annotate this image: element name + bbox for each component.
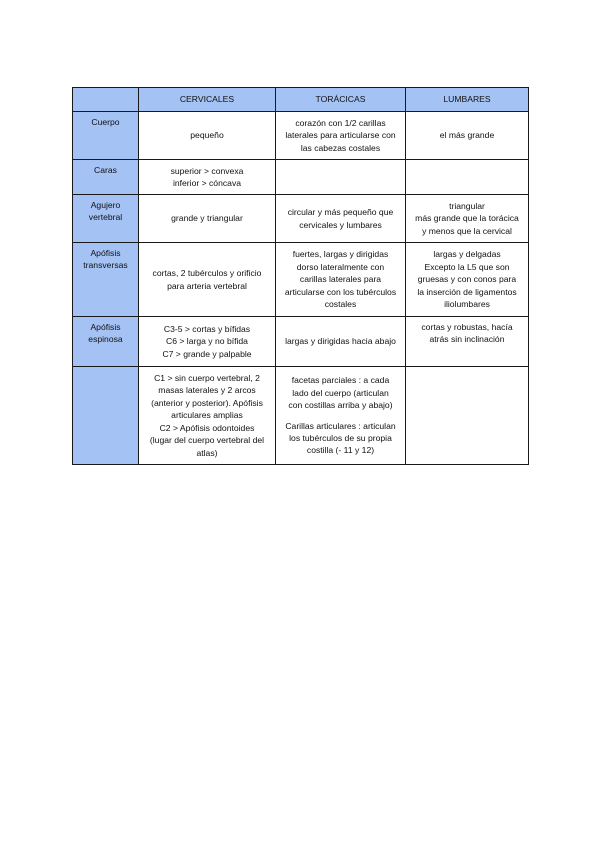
table-row-atipicas <box>73 367 529 465</box>
table-header-row <box>73 88 529 112</box>
cell-caras-lumbares <box>406 160 529 195</box>
row-label-apofisis-transversas: Apófisis transversas <box>73 243 139 317</box>
cell-agujero-lumbares: triangular más grande que la torácica y menos que la cervical <box>406 195 529 243</box>
cell-espinosa-toracicas: largas y dirigidas hacia abajo <box>276 317 406 367</box>
table-row-cuerpo <box>73 112 529 160</box>
row-label-empty <box>73 367 139 465</box>
row-label-cuerpo: Cuerpo <box>73 112 139 160</box>
header-toracicas: TORÁCICAS <box>276 88 406 112</box>
vertebrae-comparison-table <box>72 87 529 465</box>
cell-atipicas-cervicales: C1 > sin cuerpo vertebral, 2 masas laterales y 2 arcos (anterior y posterior). Apófisis articulares amplias C2 > Apófisis odontoides (lugar del cuerpo vertebral del atlas) <box>139 367 276 465</box>
cell-espinosa-cervicales: C3-5 > cortas y bífidas C6 > larga y no bífida C7 > grande y palpable <box>139 317 276 367</box>
table-row-agujero-vertebral <box>73 195 529 243</box>
row-label-agujero-vertebral: Agujero vertebral <box>73 195 139 243</box>
paragraph-gap <box>279 412 402 420</box>
table-row-caras <box>73 160 529 195</box>
cell-transversas-toracicas: fuertes, largas y dirigidas dorso lateralmente con carillas laterales para articularse con los tubérculos costales <box>276 243 406 317</box>
cell-cuerpo-cervicales: pequeño <box>139 112 276 160</box>
row-label-apofisis-espinosa: Apófisis espinosa <box>73 317 139 367</box>
cell-agujero-cervicales: grande y triangular <box>139 195 276 243</box>
cell-atipicas-toracicas: facetas parciales : a cada lado del cuerpo (articulan con costillas arriba y abajo) Carillas articulares : articulan los tubérculos de su propia costilla (- 11 y 12) <box>276 367 406 465</box>
table-row-apofisis-espinosa <box>73 317 529 367</box>
header-lumbares: LUMBARES <box>406 88 529 112</box>
header-cervicales: CERVICALES <box>139 88 276 112</box>
cell-caras-toracicas <box>276 160 406 195</box>
cell-cuerpo-toracicas: corazón con 1/2 carillas laterales para articularse con las cabezas costales <box>276 112 406 160</box>
header-corner-cell <box>73 88 139 112</box>
cell-transversas-cervicales: cortas, 2 tubérculos y orificio para arteria vertebral <box>139 243 276 317</box>
cell-espinosa-lumbares: cortas y robustas, hacía atrás sin inclinación <box>406 317 529 367</box>
cell-caras-cervicales: superior > convexa inferior > cóncava <box>139 160 276 195</box>
cell-cuerpo-lumbares: el más grande <box>406 112 529 160</box>
row-label-caras: Caras <box>73 160 139 195</box>
table-row-apofisis-transversas <box>73 243 529 317</box>
cell-agujero-toracicas: circular y más pequeño que cervicales y lumbares <box>276 195 406 243</box>
cell-atipicas-lumbares <box>406 367 529 465</box>
cell-transversas-lumbares: largas y delgadas Excepto la L5 que son gruesas y con conos para la inserción de ligamentos iliolumbares <box>406 243 529 317</box>
